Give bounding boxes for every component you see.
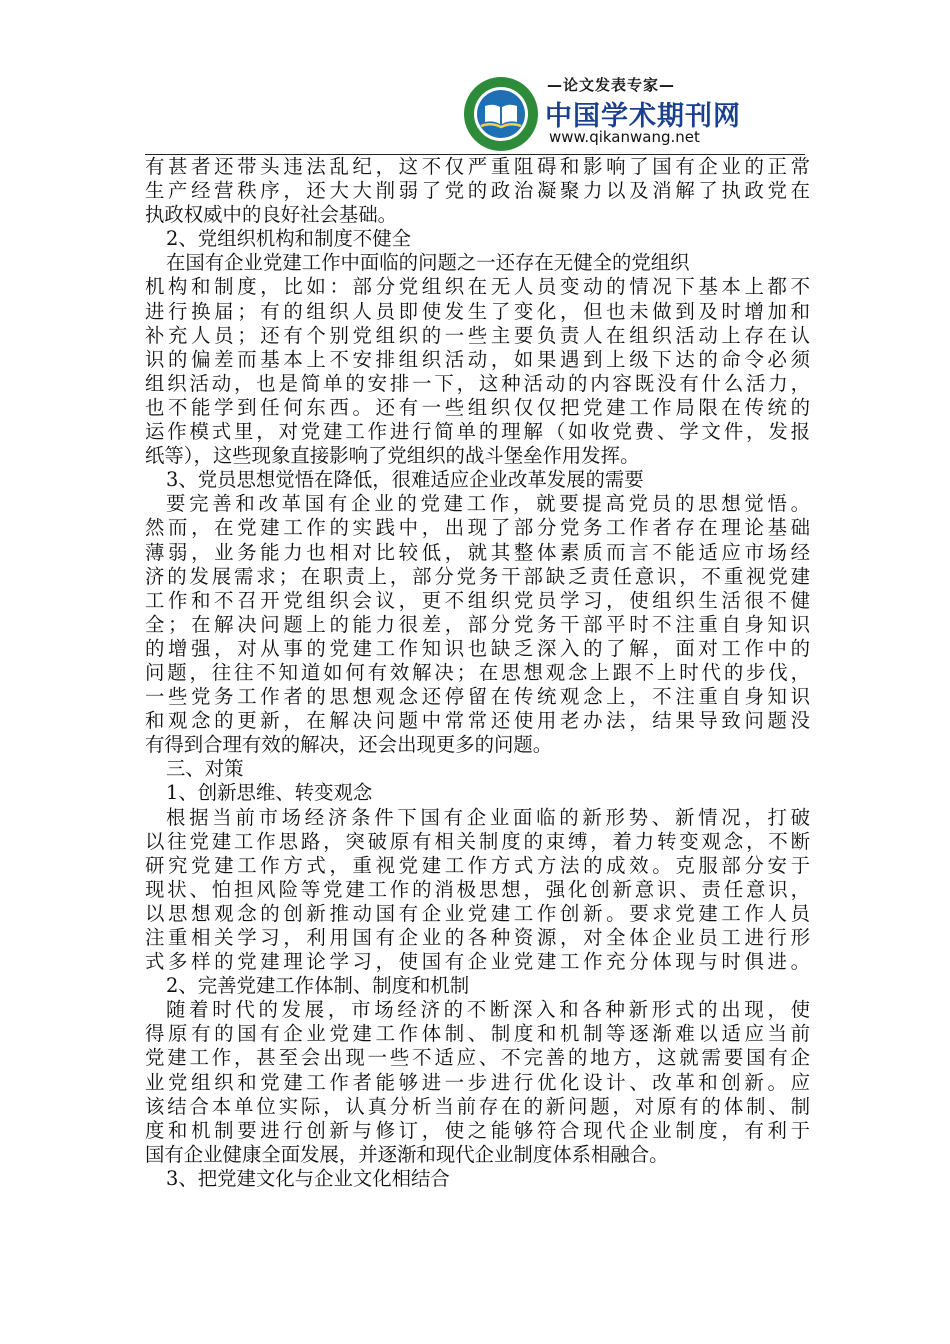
text-line: 执政权威中的良好社会基础。	[145, 203, 398, 227]
text-line: 薄弱，业务能力也相对比较低，就其整体素质而言不能适应市场经	[145, 540, 810, 564]
text-line: 3、把党建文化与企业文化相结合	[166, 1166, 450, 1190]
text-line: 在国有企业党建工作中面临的问题之一还存在无健全的党组织	[166, 251, 690, 275]
text-line: 度和机制要进行创新与修订，使之能够符合现代企业制度，有利于	[145, 1118, 810, 1142]
text-line: 补充人员；还有个别党组织的一些主要负责人在组织活动上存在认	[145, 323, 810, 347]
text-line: 要完善和改革国有企业的党建工作，就要提高党员的思想觉悟。	[166, 492, 810, 516]
text-line: 生产经营秩序，还大大削弱了党的政治凝聚力以及消解了执政党在	[145, 179, 810, 203]
text-line: 工作和不召开党组织会议，更不组织党员学习，使组织生活很不健	[145, 588, 810, 612]
text-line: 济的发展需求；在职责上，部分党务干部缺乏责任意识，不重视党建	[145, 564, 810, 588]
text-line: 3、党员思想觉悟在降低，很难适应企业改革发展的需要	[166, 468, 644, 492]
text-line: 该结合本单位实际，认真分析当前存在的新问题，对原有的体制、制	[145, 1094, 810, 1118]
text-line: 然而，在党建工作的实践中，出现了部分党务工作者存在理论基础	[145, 516, 810, 540]
text-line: 注重相关学习，利用国有企业的各种资源，对全体企业员工进行形	[145, 926, 810, 949]
text-line: 识的偏差而基本上不安排组织活动，如果遇到上级下达的命令必须	[145, 347, 810, 371]
text-line: 式多样的党建理论学习，使国有企业党建工作充分体现与时俱进。	[145, 950, 810, 974]
text-line: 机构和制度，比如：部分党组织在无人员变动的情况下基本上都不	[145, 275, 810, 299]
text-line: 进行换届；有的组织人员即使发生了变化，但也未做到及时增加和	[145, 299, 810, 323]
text-line: 2、党组织机构和制度不健全	[166, 227, 412, 251]
text-line: 问题，往往不知道如何有效解决；在思想观念上跟不上时代的步伐，	[145, 660, 810, 684]
text-line: 和观念的更新，在解决问题中常常还使用老办法，结果导致问题没	[145, 709, 810, 733]
text-line: 1、创新思维、转变观念	[166, 781, 373, 805]
text-line: 的增强，对从事的党建工作知识也缺乏深入的了解，面对工作中的	[145, 636, 810, 660]
text-line: 以思想观念的创新推动国有企业党建工作创新。要求党建工作人员	[145, 901, 810, 925]
text-line: 运作模式里，对党建工作进行简单的理解（如收党费、学文件，发报	[145, 420, 810, 444]
text-line: 也不能学到任何东西。还有一些组织仅仅把党建工作局限在传统的	[145, 395, 810, 419]
text-line: 得原有的国有企业党建工作体制、制度和机制等逐渐难以适应当前	[145, 1022, 810, 1046]
site-url: www.qikanwang.net	[549, 128, 700, 146]
text-line: 三、对策	[166, 757, 244, 781]
text-line: 根据当前市场经济条件下国有企业面临的新形势、新情况，打破	[166, 805, 810, 829]
article-body	[145, 155, 810, 1191]
text-line: 一些党务工作者的思想观念还停留在传统观念上，不注重自身知识	[145, 685, 810, 709]
text-line: 2、完善党建工作体制、制度和机制	[166, 974, 470, 998]
header-slogan: —论文发表专家—	[547, 76, 676, 94]
text-line: 随着时代的发展，市场经济的不断深入和各种新形式的出现，使	[166, 998, 810, 1022]
site-header	[463, 74, 741, 154]
text-line: 国有企业健康全面发展，并逐渐和现代企业制度体系相融合。	[145, 1142, 669, 1166]
text-line: 组织活动，也是简单的安排一下，这种活动的内容既没有什么活力，	[145, 371, 810, 395]
text-line: 现状、怕担风险等党建工作的消极思想，强化创新意识、责任意识，	[145, 877, 810, 901]
brand-name: 中国学术期刊网	[545, 101, 741, 132]
text-line: 纸等），这些现象直接影响了党组织的战斗堡垒作用发挥。	[145, 444, 640, 468]
text-line: 全；在解决问题上的能力很差，部分党务干部平时不注重自身知识	[145, 612, 810, 636]
text-line: 党建工作，甚至会出现一些不适应、不完善的地方，这就需要国有企	[145, 1046, 810, 1070]
text-line: 有得到合理有效的解决，还会出现更多的问题。	[145, 733, 553, 757]
text-line: 以往党建工作思路，突破原有相关制度的束缚，着力转变观念，不断	[145, 829, 810, 853]
text-line: 业党组织和党建工作者能够进一步进行优化设计、改革和创新。应	[145, 1070, 810, 1094]
qikanwang-logo-icon	[463, 76, 539, 152]
text-line: 有甚者还带头违法乱纪，这不仅严重阻碍和影响了国有企业的正常	[145, 155, 810, 178]
text-line: 研究党建工作方式，重视党建工作方式方法的成效。克服部分安于	[145, 853, 810, 877]
